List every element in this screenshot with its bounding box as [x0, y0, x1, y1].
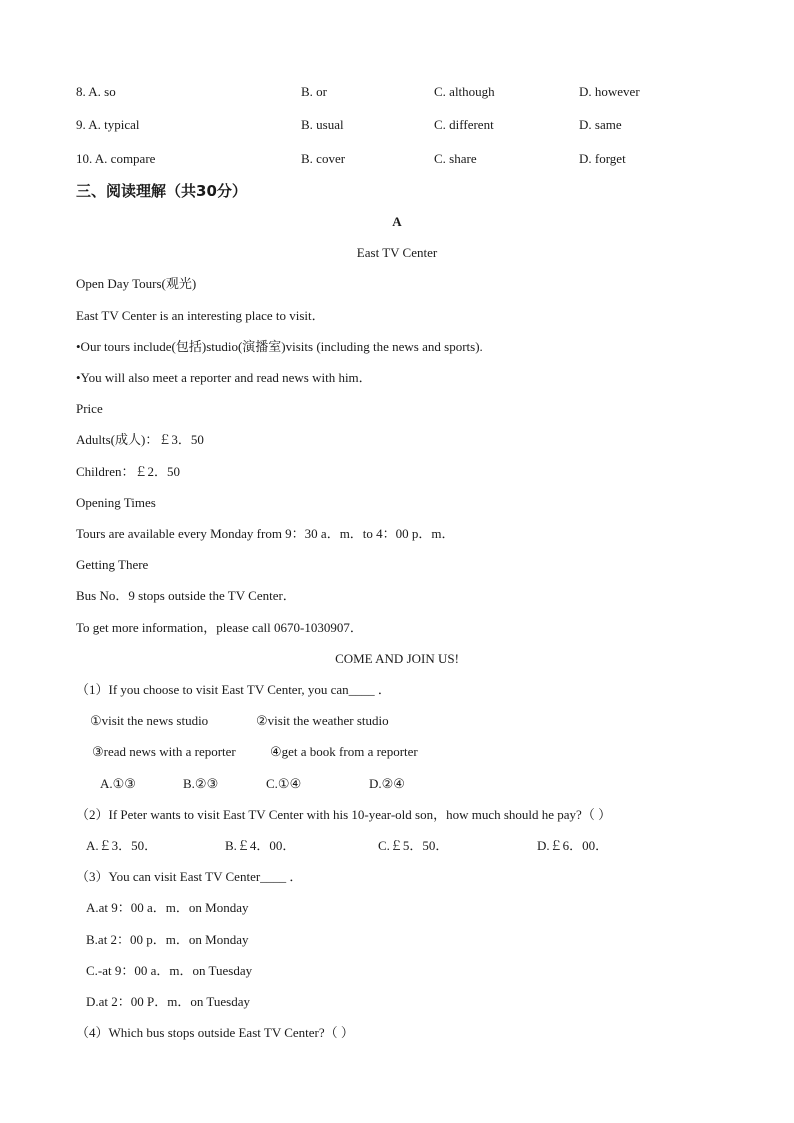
question-1-item: ②visit the weather studio	[256, 713, 389, 728]
question-1-item: ③read news with a reporter	[92, 744, 236, 759]
option-c: C. although	[434, 84, 495, 99]
question-2-choice-b: B.￡4．00．	[225, 838, 296, 853]
passage-line: •You will also meet a reporter and read news with him．	[76, 370, 372, 385]
question-3-choice-c: C.-at 9：00 a．m．on Tuesday	[86, 963, 253, 978]
question-3-stem: （3）You can visit East TV Center____ ．	[76, 869, 303, 884]
question-1-choice-d: D.②④	[369, 776, 405, 791]
question-2-choice-a: A.￡3．50．	[86, 838, 158, 853]
question-2-stem: （2）If Peter wants to visit East TV Center with his 10-year-old son，how much should he pay?（ ）	[76, 807, 612, 822]
option-d: D. however	[579, 84, 640, 99]
passage-line: Bus No．9 stops outside the TV Center．	[76, 588, 296, 603]
question-1-item: ④get a book from a reporter	[270, 744, 418, 759]
option-c: C. share	[434, 151, 477, 166]
question-3-choice-d: D.at 2：00 P．m．on Tuesday	[86, 994, 250, 1009]
question-1-choice-a: A.①③	[100, 776, 136, 791]
passage-label: A	[392, 214, 402, 229]
option-b: B. cover	[301, 151, 346, 166]
passage-line: Opening Times	[76, 495, 156, 510]
passage-title: East TV Center	[356, 245, 438, 260]
question-1-choice-c: C.①④	[266, 776, 302, 791]
question-4-stem: （4）Which bus stops outside East TV Center?（ ）	[76, 1025, 354, 1040]
question-2-choice-d: D.￡6．00．	[537, 838, 609, 853]
question-1-choice-b: B.②③	[183, 776, 219, 791]
question-2-choice-c: C.￡5．50．	[378, 838, 449, 853]
vocab-row-8	[76, 82, 734, 102]
option-a: 10. A. compare	[76, 151, 156, 166]
question-1-item: ①visit the news studio	[90, 713, 209, 728]
option-a: 8. A. so	[76, 84, 116, 99]
question-1-stem: （1）If you choose to visit East TV Center, you can____ ．	[76, 682, 391, 697]
option-a: 9. A. typical	[76, 117, 140, 132]
passage-line: Getting There	[76, 557, 149, 572]
passage-line: •Our tours include(包括)studio(演播室)visits (including the news and sports).	[76, 339, 483, 354]
passage-line: Adults(成人)：￡3．50	[76, 432, 204, 447]
option-d: D. same	[579, 117, 622, 132]
vocab-row-9	[76, 115, 734, 135]
passage-line: Price	[76, 401, 103, 416]
passage-line: Tours are available every Monday from 9：30 a．m．to 4：00 p．m．	[76, 526, 455, 541]
passage-line: To get more information，please call 0670-1030907．	[76, 620, 363, 635]
vocab-row-10	[76, 149, 734, 169]
section-title: 三、阅读理解（共30分）	[76, 182, 247, 200]
passage-slogan: COME AND JOIN US!	[335, 651, 459, 666]
option-d: D. forget	[579, 151, 626, 166]
question-3-choice-b: B.at 2：00 p．m．on Monday	[86, 932, 249, 947]
option-b: B. or	[301, 84, 327, 99]
passage-line: Open Day Tours(观光)	[76, 276, 197, 291]
question-3-choice-a: A.at 9：00 a．m．on Monday	[86, 900, 249, 915]
option-c: C. different	[434, 117, 494, 132]
passage-line: East TV Center is an interesting place to visit．	[76, 308, 325, 323]
passage-line: Children：￡2．50	[76, 464, 180, 479]
option-b: B. usual	[301, 117, 344, 132]
